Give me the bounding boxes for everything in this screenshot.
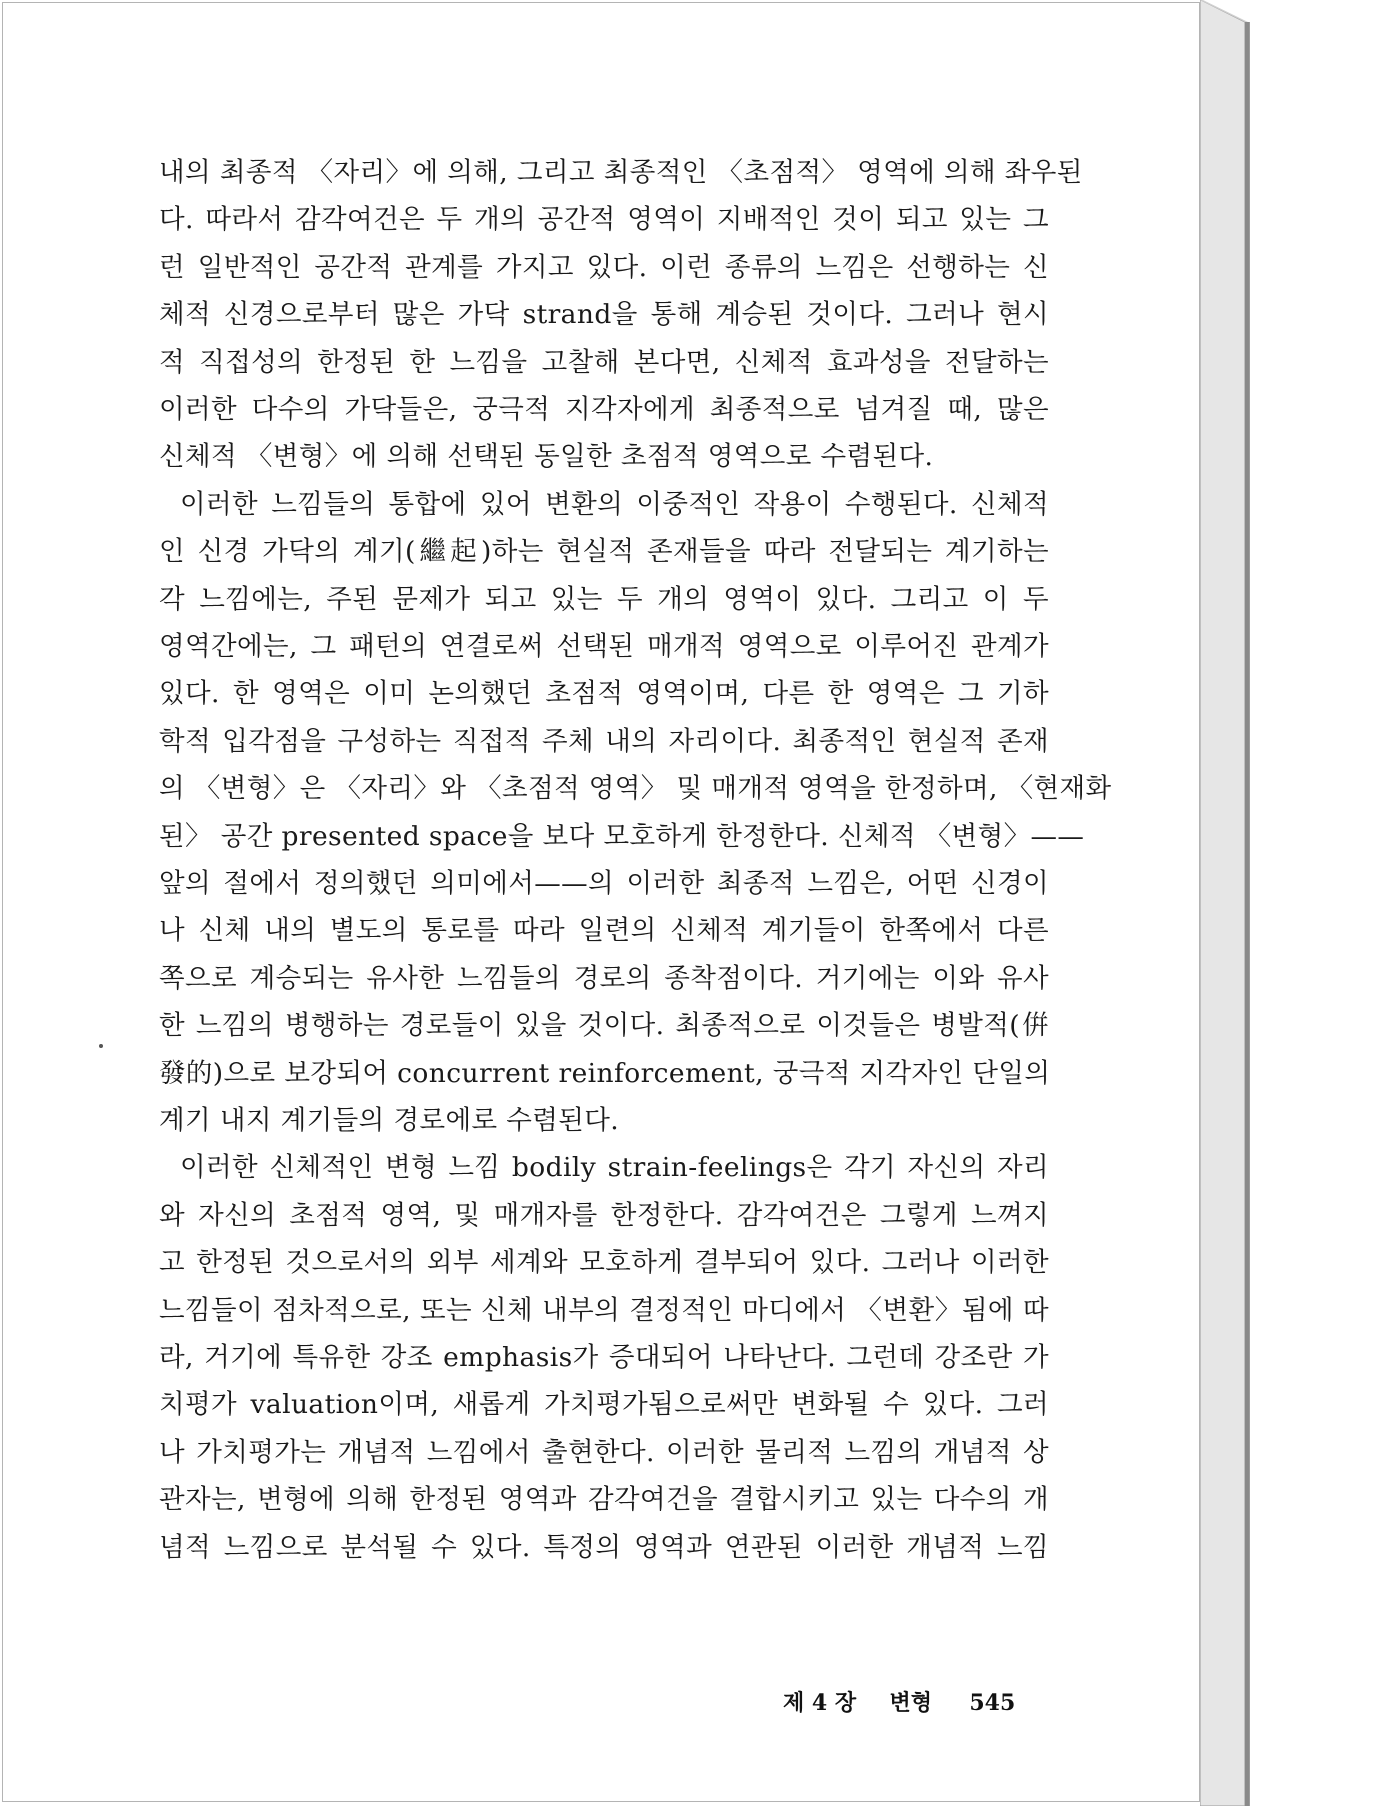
- text-line: 적 직접성의 한정된 한 느낌을 고찰해 본다면, 신체적 효과성을 전달하는: [159, 346, 1049, 378]
- text-line: 發的)으로 보강되어 concurrent reinforcement, 궁극적 지각자인 단일의: [159, 1057, 1051, 1089]
- text-line: 치평가 valuation이며, 새롭게 가치평가됨으로써만 변화될 수 있다. 그러: [159, 1389, 1049, 1421]
- text-line: 체적 신경으로부터 많은 가닥 strand을 통해 계승된 것이다. 그러나 현시: [159, 299, 1049, 331]
- text-line: 와 자신의 초점적 영역, 및 매개자를 한정한다. 감각여건은 그렇게 느껴지: [159, 1199, 1049, 1231]
- text-line: 고 한정된 것으로서의 외부 세계와 모호하게 결부되어 있다. 그러나 이러한: [159, 1247, 1049, 1279]
- text-line: 라, 거기에 특유한 강조 emphasis가 증대되어 나타난다. 그런데 강조란 가: [159, 1342, 1049, 1373]
- text-line: 신체적 〈변형〉에 의해 선택된 동일한 초점적 영역으로 수렴된다.: [159, 441, 934, 473]
- text-line: 느낌들이 점차적으로, 또는 신체 내부의 결정적인 마디에서 〈변환〉됨에 따: [159, 1294, 1049, 1326]
- chapter-title: 변형: [889, 1690, 932, 1716]
- text-line: 이러한 느낌들의 통합에 있어 변환의 이중적인 작용이 수행된다. 신체적: [180, 488, 1049, 520]
- text-line: 런 일반적인 공간적 관계를 가지고 있다. 이런 종류의 느낌은 선행하는 신: [159, 251, 1049, 283]
- text-line: 영역간에는, 그 패턴의 연결로써 선택된 매개적 영역으로 이루어진 관계가: [159, 631, 1049, 662]
- running-footer: [783, 1686, 1063, 1720]
- text-line: 된〉 공간 presented space을 보다 모호하게 한정한다. 신체적 〈변형〉——: [159, 820, 1085, 852]
- text-line: 의 〈변형〉은 〈자리〉와 〈초점적 영역〉 및 매개적 영역을 한정하며, 〈현재화: [159, 773, 1112, 805]
- text-line: 각 느낌에는, 주된 문제가 되고 있는 두 개의 영역이 있다. 그리고 이 두: [159, 583, 1049, 615]
- text-line: 한 느낌의 병행하는 경로들이 있을 것이다. 최종적으로 이것들은 병발적(倂: [159, 1010, 1049, 1042]
- text-line: 나 신체 내의 별도의 통로를 따라 일련의 신체적 계기들이 한쪽에서 다른: [159, 915, 1049, 947]
- text-line: 앞의 절에서 정의했던 의미에서——의 이러한 최종적 느낌은, 어떤 신경이: [159, 868, 1049, 899]
- book-spine-edge: [1200, 0, 1375, 1806]
- text-line: 이러한 다수의 가닥들은, 궁극적 지각자에게 최종적으로 넘겨질 때, 많은: [159, 394, 1049, 425]
- text-line: 념적 느낌으로 분석될 수 있다. 특정의 영역과 연관된 이러한 개념적 느낌: [159, 1531, 1049, 1563]
- text-line: 인 신경 가닥의 계기(繼起)하는 현실적 존재들을 따라 전달되는 계기하는: [159, 536, 1049, 568]
- text-line: 이러한 신체적인 변형 느낌 bodily strain-feelings은 각기 자신의 자리: [180, 1152, 1049, 1184]
- text-line: 내의 최종적 〈자리〉에 의해, 그리고 최종적인 〈초점적〉 영역에 의해 좌우된: [159, 157, 1083, 188]
- text-line: 나 가치평가는 개념적 느낌에서 출현한다. 이러한 물리적 느낌의 개념적 상: [159, 1436, 1049, 1468]
- text-line: 관자는, 변형에 의해 한정된 영역과 감각여건을 결합시키고 있는 다수의 개: [159, 1484, 1049, 1516]
- text-line: 계기 내지 계기들의 경로에로 수렴된다.: [159, 1105, 620, 1136]
- scan-speck: [99, 1044, 103, 1048]
- text-line: 다. 따라서 감각여건은 두 개의 공간적 영역이 지배적인 것이 되고 있는 그: [159, 204, 1049, 236]
- text-line: 학적 입각점을 구성하는 직접적 주체 내의 자리이다. 최종적인 현실적 존재: [159, 725, 1049, 757]
- page-number: 545: [969, 1690, 1016, 1716]
- page-sheet: [2, 2, 1200, 1802]
- text-line: 쪽으로 계승되는 유사한 느낌들의 경로의 종착점이다. 거기에는 이와 유사: [159, 962, 1049, 994]
- text-line: 있다. 한 영역은 이미 논의했던 초점적 영역이며, 다른 한 영역은 그 기하: [159, 678, 1049, 710]
- chapter-label: 제 4 장: [783, 1690, 857, 1716]
